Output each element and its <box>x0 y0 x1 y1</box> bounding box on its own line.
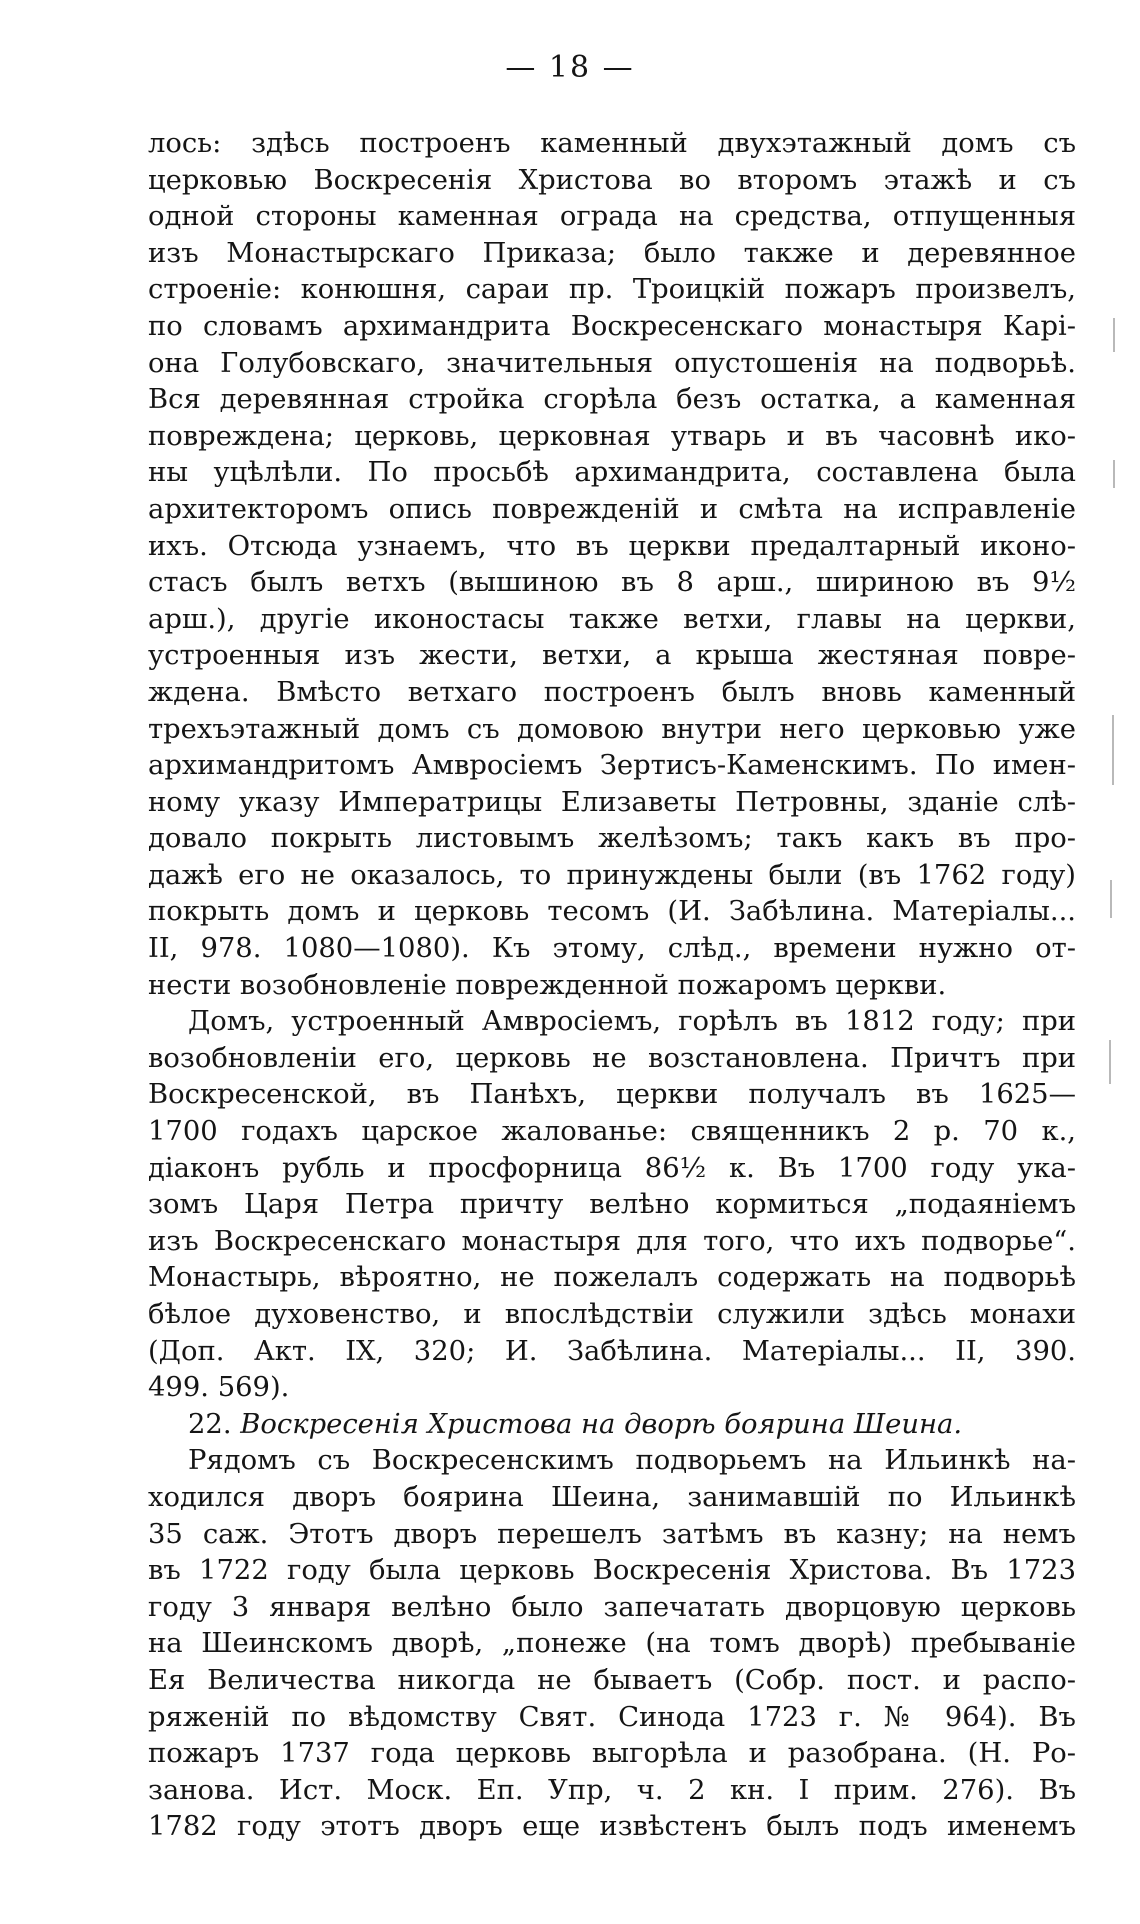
text-line: Вся деревянная стройка сгорѣла безъ остатка, а каменная <box>148 384 1076 416</box>
text-line: 499. 569). <box>148 1372 290 1404</box>
text-line: ихъ. Отсюда узнаемъ, что въ церкви предалтарный иконо- <box>148 530 1076 562</box>
text-line: архимандритомъ Амвросіемъ Зертисъ-Каменскимъ. По имен- <box>148 750 1076 782</box>
text-line: ходился дворъ боярина Шеина, занимавшій по Ильинкѣ <box>148 1481 1076 1513</box>
text-line: діаконъ рубль и просфорница 86½ к. Въ 1700 году ука- <box>148 1152 1076 1184</box>
paragraph-1 <box>148 126 1076 1004</box>
text-line: повреждена; церковь, церковная утварь и въ часовнѣ ико- <box>148 420 1076 452</box>
paragraph-3 <box>148 1443 1076 1846</box>
text-line: ны уцѣлѣли. По просьбѣ архимандрита, составлена была <box>148 457 1076 489</box>
text-line: Воскресенской, въ Панѣхъ, церкви получалъ въ 1625— <box>148 1079 1076 1111</box>
text-line: 35 саж. Этотъ дворъ перешелъ затѣмъ въ казну; на немъ <box>148 1518 1076 1550</box>
text-line: покрыть домъ и церковь тесомъ (И. Забѣлина. Матеріалы... <box>148 896 1076 928</box>
text-line: устроенныя изъ жести, ветхи, а крыша жестяная повре- <box>148 640 1076 672</box>
scan-artifact <box>1110 880 1112 918</box>
text-line: бѣлое духовенство, и впослѣдствіи служили здѣсь монахи <box>148 1299 1076 1330</box>
text-line: 1782 году этотъ дворъ еще извѣстенъ былъ подъ именемъ <box>148 1811 1076 1843</box>
section-number: 22. <box>188 1408 232 1440</box>
section-heading <box>148 1407 1076 1444</box>
text-line: Монастырь, вѣроятно, не пожелалъ содержать на подворьѣ <box>148 1262 1076 1294</box>
text-line: Рядомъ съ Воскресенскимъ подворьемъ на Ильинкѣ на- <box>188 1445 1076 1477</box>
text-line: она Голубовскаго, значительныя опустошенія на подворьѣ. <box>148 347 1076 379</box>
text-line: 1700 годахъ царское жалованье: священникъ 2 р. 70 к., <box>148 1116 1076 1148</box>
text-line: II, 978. 1080—1080). Къ этому, слѣд., времени нужно от- <box>148 933 1076 965</box>
text-line: арш.), другіе иконостасы также ветхи, главы на церкви, <box>148 603 1076 635</box>
text-line: Домъ, устроенный Амвросіемъ, горѣлъ въ 1812 году; при <box>188 1006 1076 1038</box>
text-line: изъ Монастырскаго Приказа; было также и деревянное <box>148 237 1076 269</box>
text-line: пожаръ 1737 года церковь выгорѣла и разобрана. (Н. Ро- <box>148 1738 1076 1770</box>
text-line: году 3 января велѣно было запечатать дворцовую церковь <box>148 1591 1076 1623</box>
text-line: нести возобновленіе поврежденной пожаромъ церкви. <box>148 969 947 1001</box>
scan-artifact <box>1109 1040 1111 1084</box>
text-line: церковью Воскресенія Христова во второмъ этажѣ и съ <box>148 164 1076 196</box>
text-line: дажѣ его не оказалось, то принуждены были (въ 1762 году) <box>148 859 1076 891</box>
text-line: въ 1722 году была церковь Воскресенія Христова. Въ 1723 <box>148 1555 1076 1587</box>
text-line: изъ Воскресенскаго монастыря для того, что ихъ подворье“. <box>148 1225 1076 1257</box>
text-line: ному указу Императрицы Елизаветы Петровны, зданіе слѣ- <box>148 786 1076 818</box>
text-line: Ея Величества никогда не бываетъ (Собр. пост. и распо- <box>148 1664 1076 1696</box>
text-line: лось: здѣсь построенъ каменный двухэтажный домъ съ <box>148 128 1076 159</box>
text-line: трехъэтажный домъ съ домовою внутри него церковью уже <box>148 713 1076 745</box>
page-body <box>148 126 1076 1846</box>
text-line: по словамъ архимандрита Воскресенскаго монастыря Карі- <box>148 310 1076 342</box>
scan-artifact <box>1113 318 1115 352</box>
text-line: возобновленіи его, церковь не возстановлена. Причтъ при <box>148 1042 1076 1074</box>
text-line: зомъ Царя Петра причту велѣно кормиться „подаяніемъ <box>148 1189 1076 1221</box>
text-line: стасъ былъ ветхъ (вышиною въ 8 арш., шириною въ 9½ <box>148 567 1076 599</box>
text-line: ждена. Вмѣсто ветхаго построенъ былъ вновь каменный <box>148 676 1076 708</box>
text-line: довало покрыть листовымъ желѣзомъ; такъ какъ въ про- <box>148 823 1076 855</box>
text-line: (Доп. Акт. IX, 320; И. Забѣлина. Матеріалы... II, 390. <box>148 1335 1076 1367</box>
page-number: — 18 — <box>505 50 635 85</box>
text-line: строеніе: конюшня, сараи пр. Троицкій пожаръ произвелъ, <box>148 274 1076 306</box>
section-title: Воскресенія Христова на дворѣ боярина Шеина. <box>240 1408 963 1440</box>
paragraph-2 <box>148 1004 1076 1407</box>
text-line: одной стороны каменная ограда на средства, отпущенныя <box>148 201 1076 233</box>
text-line: ряженій по вѣдомству Свят. Синода 1723 г. № 964). Въ <box>148 1701 1076 1733</box>
text-line: на Шеинскомъ дворѣ, „понеже (на томъ дворѣ) пребываніе <box>148 1628 1076 1660</box>
text-line: архитекторомъ опись поврежденій и смѣта на исправленіе <box>148 493 1076 525</box>
scan-artifact <box>1113 460 1115 488</box>
scan-artifact <box>1112 715 1114 785</box>
text-line: занова. Ист. Моск. Еп. Упр, ч. 2 кн. I прим. 276). Въ <box>148 1774 1076 1806</box>
